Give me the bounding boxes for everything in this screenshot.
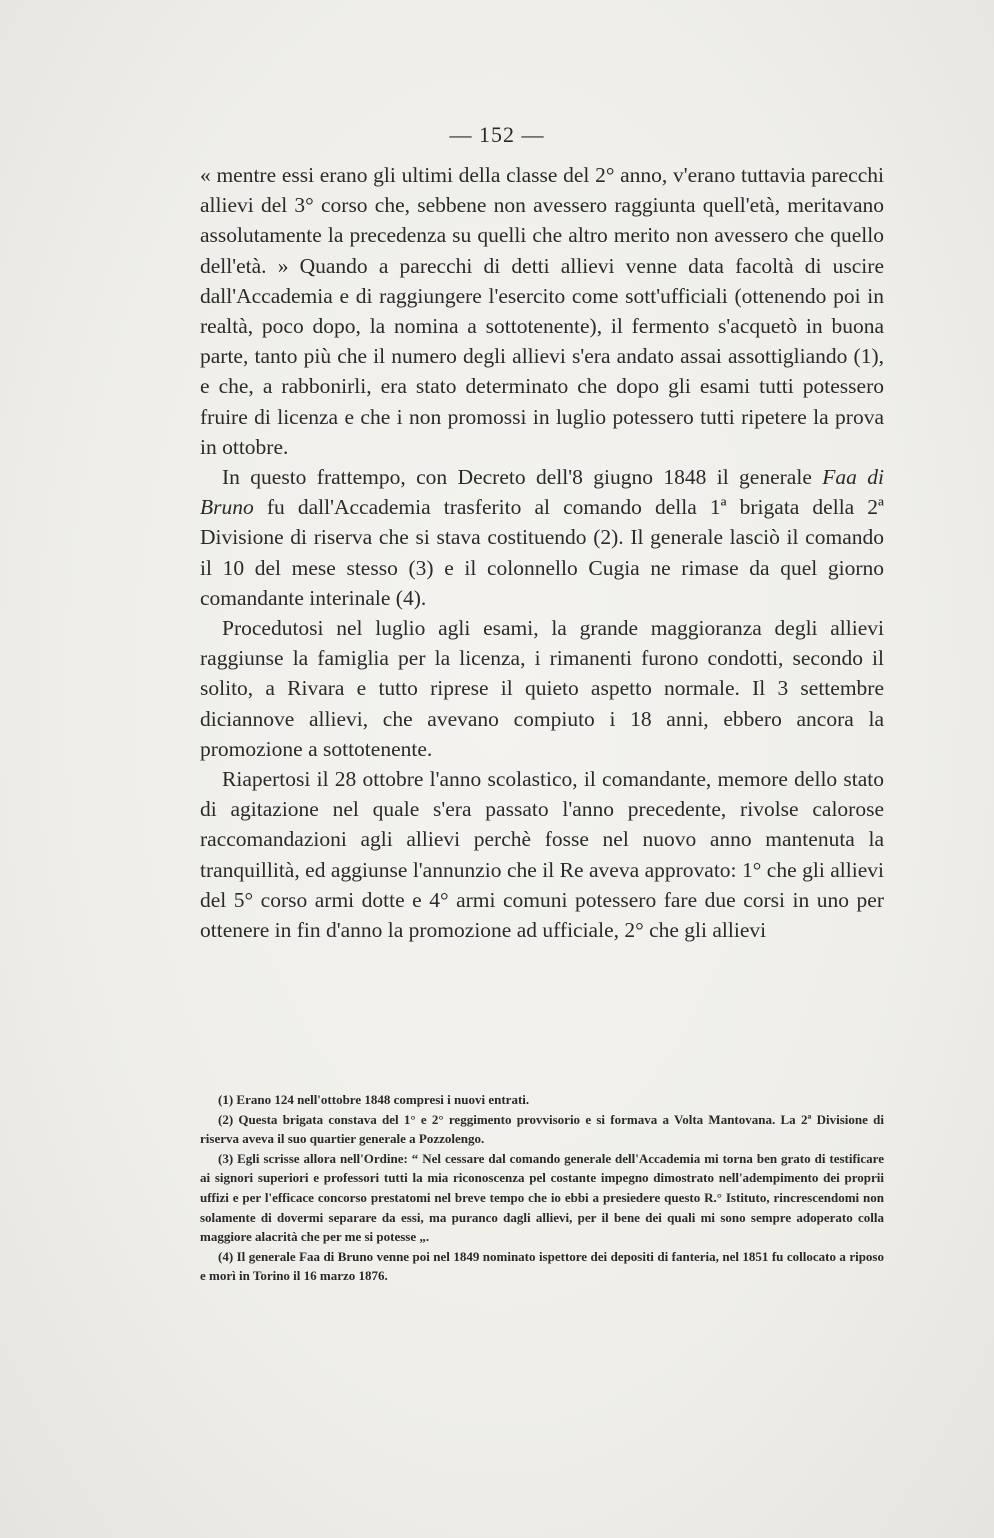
general-name-italic: Faa di Bruno <box>200 465 884 520</box>
main-text <box>200 160 884 945</box>
footnotes <box>200 1090 884 1286</box>
paragraph-2-end: fu dall'Accademia trasferito al comando della 1ª brigata della 2ª Divisione di riserva che si stava costituendo (2). Il generale lasciò il comando il 10 del mese stesso (3) e il colonnello Cugia ne rimase da quel giorno comandante interinale (4). <box>200 495 884 610</box>
footnote-1: (1) Erano 124 nell'ottobre 1848 compresi i nuovi entrati. <box>218 1092 530 1107</box>
paragraph-2-start: In questo frattempo, con Decreto dell'8 giugno 1848 il generale <box>222 465 823 490</box>
paragraph-4: Riapertosi il 28 ottobre l'anno scolastico, il comandante, memore dello stato di agitazione nel quale s'era passato l'anno precedente, rivolse calorose raccomandazioni agli allievi perchè fosse nel nuovo anno mantenuta la tranquillità, ed aggiunse l'annunzio che il Re aveva approvato: 1° che gli allievi del 5° corso armi dotte e 4° armi comuni potessero fare due corsi in uno per ottenere in fin d'anno la promozione ad ufficiale, 2° che gli allievi <box>200 767 884 943</box>
paragraph-3: Procedutosi nel luglio agli esami, la grande maggioranza degli allievi raggiunse la famiglia per la licenza, i rimanenti furono condotti, secondo il solito, a Rivara e tutto riprese il quieto aspetto normale. Il 3 settembre diciannove allievi, che avevano compiuto i 18 anni, ebbero ancora la promozione a sottotenente. <box>200 616 884 761</box>
footnote-3: (3) Egli scrisse allora nell'Ordine: “ Nel cessare dal comando generale dell'Accademia mi torna ben grato di testificare ai signori superiori e professori tutti la mia riconoscenza pel costante impegno dimostrato nell'adempimento dei proprii uffizi e per l'efficace concorso prestatomi nel breve tempo che io ebbi a presiedere questo R.° Istituto, rincrescendomi non solamente di dovermi separare da essi, ma puranco dagli allievi, per il bene dei quali mi sono sempre adoperato colla maggiore alacrità che per me si potesse „. <box>200 1150 884 1245</box>
footnote-4: (4) Il generale Faa di Bruno venne poi nel 1849 nominato ispettore dei depositi di fanteria, nel 1851 fu collocato a riposo e morì in Torino il 16 marzo 1876. <box>200 1248 884 1284</box>
page-number: — 152 — <box>449 122 545 147</box>
paragraph-2 <box>200 462 884 613</box>
footnote-2: (2) Questa brigata constava del 1° e 2° reggimento provvisorio e si formava a Volta Mantovana. La 2ª Divisione di riserva aveva il suo quartier generale a Pozzolengo. <box>200 1111 884 1147</box>
paragraph-1: « mentre essi erano gli ultimi della classe del 2° anno, v'erano tuttavia parecchi allievi del 3° corso che, sebbene non avessero raggiunta quell'età, meritavano assolutamente la precedenza su quelli che altro merito non avessero che quello dell'età. » Quando a parecchi di detti allievi venne data facoltà di uscire dall'Accademia e di raggiungere l'esercito come sott'ufficiali (ottenendo poi in realtà, poco dopo, la nomina a sottotenente), il fermento s'acquetò in buona parte, tanto più che il numero degli allievi s'era andato assai assottigliando (1), e che, a rabbonirli, era stato determinato che dopo gli esami tutti potessero fruire di licenza e che i non promossi in luglio potessero tutti ripetere la prova in ottobre. <box>200 163 884 459</box>
